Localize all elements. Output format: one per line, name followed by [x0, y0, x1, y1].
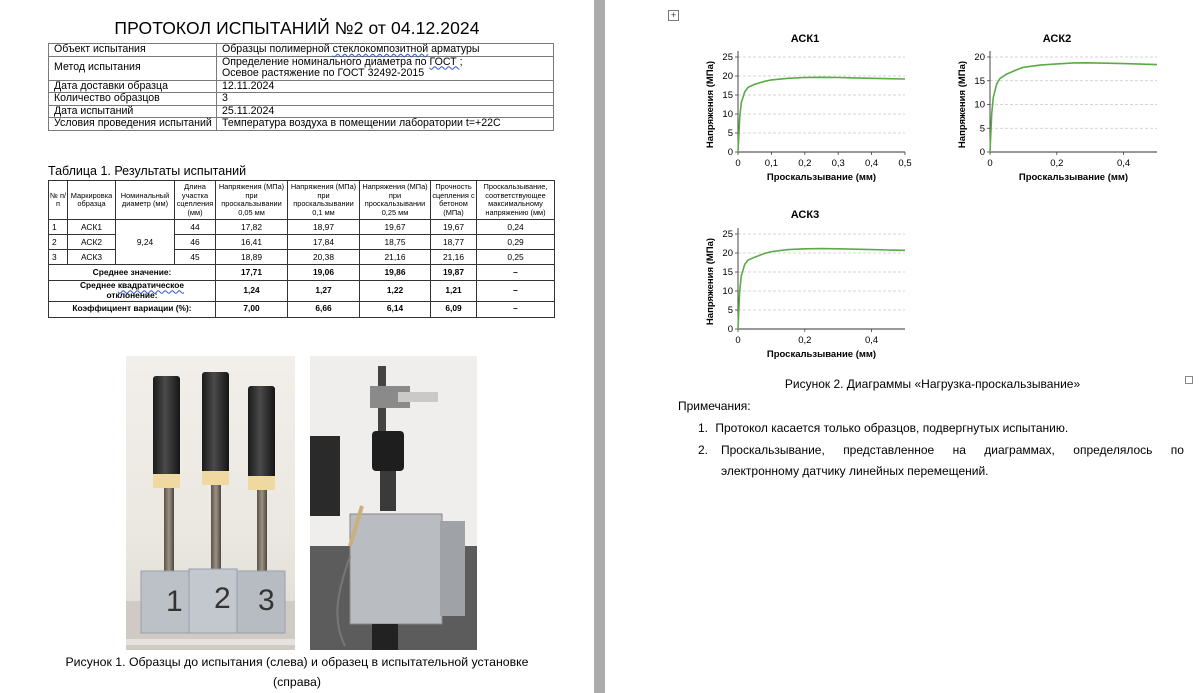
x-tick-label: 0,3 — [831, 158, 845, 169]
results-header-cell: Проскальзывание, соответствующее максимальному напряжению (мм) — [477, 181, 555, 220]
x-tick-label: 0 — [987, 158, 993, 169]
info-key: Количество образцов — [49, 93, 217, 106]
note-1-text: Протокол касается только образцов, подвергнутых испытанию. — [715, 421, 1069, 435]
y-tick-label: 10 — [722, 109, 733, 120]
cell-bond: 21,16 — [431, 250, 477, 265]
summary-row — [49, 301, 555, 317]
summary-value: 6,14 — [360, 301, 431, 317]
results-header-cell: Напряжения (МПа) при проскальзывании 0,1 мм — [288, 181, 360, 220]
y-axis-label: Напряжения (МПа) — [705, 237, 716, 326]
note-2-word: определялось — [1073, 443, 1153, 457]
summary-row — [49, 281, 555, 301]
info-value — [217, 44, 554, 57]
y-tick-label: 5 — [979, 123, 985, 135]
y-tick-label: 20 — [722, 248, 733, 259]
summary-label: Среднее значение: — [49, 265, 216, 281]
results-header-cell: Напряжения (МПа) при проскальзывании 0,05 мм — [216, 181, 288, 220]
y-tick-label: 5 — [727, 128, 733, 139]
cell-s005: 16,41 — [216, 235, 288, 250]
specimen-label-1: 1 — [166, 585, 183, 618]
cell-s025: 18,75 — [360, 235, 431, 250]
specimen-3 — [248, 386, 275, 576]
info-key: Объект испытания — [49, 44, 217, 57]
note-2 — [698, 440, 1184, 482]
x-axis-label: Проскальзывание (мм) — [1018, 172, 1129, 183]
results-header-row — [49, 181, 555, 220]
x-tick-label: 0,5 — [898, 158, 912, 169]
info-value — [217, 56, 554, 80]
chart-title: АСК2 — [1042, 33, 1072, 45]
info-row — [49, 56, 554, 80]
info-key: Дата испытаний — [49, 105, 217, 118]
note-2-word: на — [952, 443, 966, 457]
cell-number: 2 — [49, 235, 68, 250]
info-value — [217, 105, 554, 118]
series-line — [738, 249, 905, 329]
notes-heading: Примечания: — [678, 399, 751, 413]
summary-label: Коэффициент вариации (%): — [49, 301, 216, 317]
summary-value: 1,27 — [288, 281, 360, 301]
results-header-cell: Номинальный диаметр (мм) — [116, 181, 175, 220]
summary-value: 17,71 — [216, 265, 288, 281]
summary-value: 1,21 — [431, 281, 477, 301]
cell-slip: 0,29 — [477, 235, 555, 250]
note-2-line2: электронному датчику линейных перемещений. — [721, 464, 989, 478]
layout-marker — [1185, 376, 1193, 384]
cell-s01: 17,84 — [288, 235, 360, 250]
info-value-line: 12.11.2024 — [222, 79, 275, 92]
summary-value: – — [477, 281, 555, 301]
y-tick-label: 15 — [974, 75, 985, 87]
series-line — [738, 77, 905, 152]
cell-s01: 18,97 — [288, 220, 360, 235]
note-1-number: 1. — [698, 421, 709, 435]
y-axis-label: Напряжения (МПа) — [957, 60, 968, 149]
y-tick-label: 20 — [974, 52, 985, 63]
note-2-word: по — [1170, 443, 1184, 457]
protocol-page-left — [0, 0, 594, 693]
info-value — [217, 118, 554, 131]
cell-number: 3 — [49, 250, 68, 265]
chart-title: АСК1 — [790, 33, 820, 45]
note-2-line1 — [721, 440, 1184, 461]
x-tick-label: 0,4 — [1116, 158, 1131, 169]
figure2-caption: Рисунок 2. Диаграммы «Нагрузка-проскальзывание» — [784, 377, 1081, 391]
x-tick-label: 0 — [735, 158, 741, 169]
figure1-caption-line1: Рисунок 1. Образцы до испытания (слева) и образец в испытательной установке — [65, 655, 529, 669]
results-header-cell: Напряжения (МПа) при проскальзывании 0,25 мм — [360, 181, 431, 220]
summary-value: – — [477, 265, 555, 281]
cell-bond: 19,67 — [431, 220, 477, 235]
specimen-2 — [202, 372, 229, 576]
y-tick-label: 10 — [722, 286, 733, 297]
y-tick-label: 15 — [722, 90, 733, 101]
cell-len: 44 — [175, 220, 216, 235]
cell-s005: 18,89 — [216, 250, 288, 265]
summary-value: 1,24 — [216, 281, 288, 301]
info-value-line: Температура воздуха в помещении лаборатории t=+22C — [222, 117, 501, 129]
info-value-line: Определение номинального диаметра по ГОСТ ; — [222, 55, 463, 68]
x-tick-label: 0,2 — [798, 158, 812, 169]
cell-s005: 17,82 — [216, 220, 288, 235]
info-key: Дата доставки образца — [49, 80, 217, 93]
info-row — [49, 44, 554, 57]
results-header-cell: Прочность сцепления с бетоном (МПа) — [431, 181, 477, 220]
protocol-page-right — [605, 0, 1200, 693]
results-header-cell: Маркировка образца — [68, 181, 116, 220]
summary-row — [49, 265, 555, 281]
cell-s025: 21,16 — [360, 250, 431, 265]
info-key: Метод испытания — [49, 56, 217, 80]
cell-s025: 19,67 — [360, 220, 431, 235]
x-axis-label: Проскальзывание (мм) — [766, 172, 877, 183]
summary-value: 1,22 — [360, 281, 431, 301]
results-row — [49, 220, 555, 235]
info-value — [217, 80, 554, 93]
cell-mark: АСК3 — [68, 250, 116, 265]
y-tick-label: 25 — [722, 229, 733, 240]
results-table — [48, 180, 555, 318]
info-value-line: 25.11.2024 — [222, 104, 275, 117]
cell-bond: 18,77 — [431, 235, 477, 250]
test-setup-photo — [310, 356, 477, 650]
summary-value: – — [477, 301, 555, 317]
y-tick-label: 0 — [979, 147, 985, 158]
cell-mark: АСК1 — [68, 220, 116, 235]
x-tick-label: 0,1 — [764, 158, 779, 169]
summary-value: 19,06 — [288, 265, 360, 281]
add-object-handle[interactable]: + — [668, 10, 679, 21]
specimen-1 — [153, 376, 180, 576]
results-header-cell: № п/п — [49, 181, 68, 220]
info-row — [49, 118, 554, 131]
y-tick-label: 0 — [727, 324, 733, 335]
cell-len: 45 — [175, 250, 216, 265]
figure1-caption — [30, 652, 564, 692]
series-line — [990, 63, 1157, 152]
x-axis-label: Проскальзывание (мм) — [766, 349, 877, 360]
info-row — [49, 105, 554, 118]
y-axis-label: Напряжения (МПа) — [705, 60, 716, 149]
x-tick-label: 0,4 — [864, 158, 879, 169]
figure1-caption-line2: (справа) — [273, 675, 321, 689]
x-tick-label: 0,4 — [864, 335, 879, 346]
cell-slip: 0,24 — [477, 220, 555, 235]
info-row — [49, 80, 554, 93]
cell-len: 46 — [175, 235, 216, 250]
note-1 — [698, 418, 1068, 439]
charts-area — [605, 0, 1200, 370]
info-value-line: 3 — [222, 92, 228, 104]
cell-diameter: 9,24 — [116, 220, 175, 265]
note-2-number: 2. — [698, 443, 709, 457]
info-key: Условия проведения испытаний — [49, 118, 217, 131]
x-tick-label: 0,2 — [1050, 158, 1064, 169]
note-2-word: диаграммах, — [984, 443, 1055, 457]
y-tick-label: 15 — [722, 267, 733, 278]
x-tick-label: 0 — [735, 335, 741, 346]
info-value-line: Осевое растяжение по ГОСТ 32492-2015 — [222, 67, 425, 79]
y-tick-label: 20 — [722, 71, 733, 82]
y-tick-label: 10 — [974, 99, 985, 111]
summary-value: 19,87 — [431, 265, 477, 281]
summary-label: Среднее квадратическое отклонение: — [49, 281, 216, 301]
results-header-cell: Длина участка сцепления (мм) — [175, 181, 216, 220]
summary-value: 19,86 — [360, 265, 431, 281]
protocol-info-table — [48, 43, 554, 131]
y-tick-label: 25 — [722, 52, 733, 63]
cell-mark: АСК2 — [68, 235, 116, 250]
note-2-word: представленное — [843, 443, 935, 457]
specimens-photo — [126, 356, 295, 650]
info-value — [217, 93, 554, 106]
summary-value: 6,66 — [288, 301, 360, 317]
y-tick-label: 0 — [727, 147, 733, 158]
cell-slip: 0,25 — [477, 250, 555, 265]
cell-number: 1 — [49, 220, 68, 235]
info-row — [49, 93, 554, 106]
specimen-label-3: 3 — [258, 584, 275, 617]
specimen-label-2: 2 — [214, 582, 231, 615]
table-caption: Таблица 1. Результаты испытаний — [48, 164, 247, 178]
chart-title: АСК3 — [790, 209, 820, 221]
y-tick-label: 5 — [727, 305, 733, 316]
note-2-word: Проскальзывание, — [721, 443, 825, 457]
summary-value: 7,00 — [216, 301, 288, 317]
info-value-line: Образцы полимерной стеклокомпозитной арматуры — [222, 43, 480, 55]
summary-value: 6,09 — [431, 301, 477, 317]
cell-s01: 20,38 — [288, 250, 360, 265]
protocol-title: ПРОТОКОЛ ИСПЫТАНИЙ №2 от 04.12.2024 — [114, 18, 480, 38]
x-tick-label: 0,2 — [798, 335, 812, 346]
